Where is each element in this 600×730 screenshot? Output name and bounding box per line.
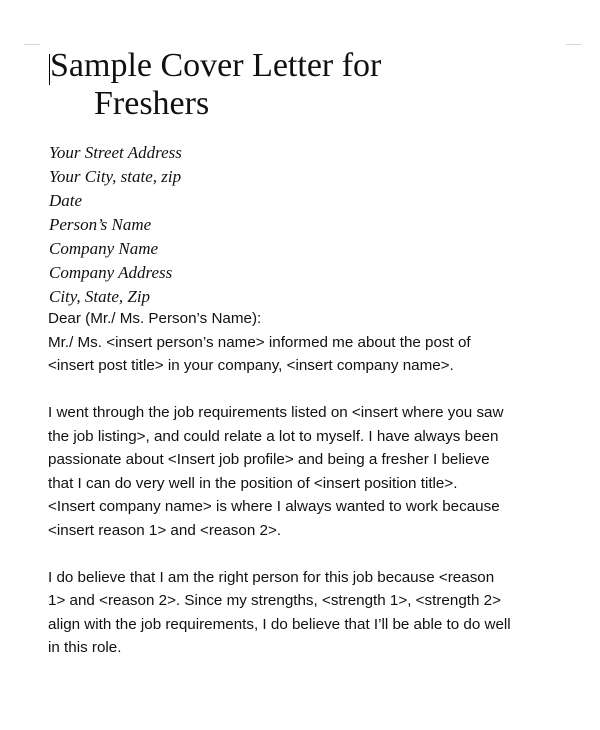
paragraph-line: that I can do very well in the position of <insert position title>.: [48, 474, 458, 492]
address-line: Company Name: [49, 239, 159, 258]
paragraph-3: [48, 566, 578, 660]
address-line: Date: [49, 191, 83, 210]
salutation: Dear (Mr./ Ms. Person’s Name):: [48, 310, 262, 327]
crop-mark-top-left: [24, 44, 40, 45]
document-title: [50, 47, 381, 123]
paragraph-2: [48, 401, 578, 542]
address-line: Your Street Address: [49, 143, 182, 162]
address-line: Person’s Name: [49, 215, 152, 234]
crop-mark-top-right: [566, 44, 582, 45]
paragraph-line: <Insert company name> is where I always wanted to work because: [48, 498, 500, 515]
paragraph-line: I do believe that I am the right person for this job because <reason: [48, 568, 495, 586]
paragraph-line: 1> and <reason 2>. Since my strengths, <strength 1>, <strength 2>: [48, 592, 501, 609]
address-line: Your City, state, zip: [49, 167, 182, 186]
paragraph-line: <insert post title> in your company, <insert company name>.: [48, 357, 454, 374]
paragraph-line: in this role.: [48, 639, 122, 656]
paragraph-line: align with the job requirements, I do believe that I’ll be able to do well: [48, 615, 511, 633]
address-line: City, State, Zip: [49, 287, 151, 306]
paragraph-1: [48, 331, 578, 378]
paragraph-line: <insert reason 1> and <reason 2>.: [48, 521, 282, 539]
address-line: Company Address: [49, 263, 173, 282]
title-line-1: Sample Cover Letter for: [50, 47, 382, 84]
letter-body: [48, 307, 578, 683]
address-block: [49, 141, 182, 309]
title-line-2: Freshers: [94, 85, 210, 122]
paragraph-line: the job listing>, and could relate a lot to myself. I have always been: [48, 427, 499, 445]
paragraph-line: passionate about <Insert job profile> and being a fresher I believe: [48, 451, 490, 468]
paragraph-line: I went through the job requirements listed on <insert where you saw: [48, 404, 504, 421]
paragraph-line: Mr./ Ms. <insert person’s name> informed me about the post of: [48, 333, 471, 351]
